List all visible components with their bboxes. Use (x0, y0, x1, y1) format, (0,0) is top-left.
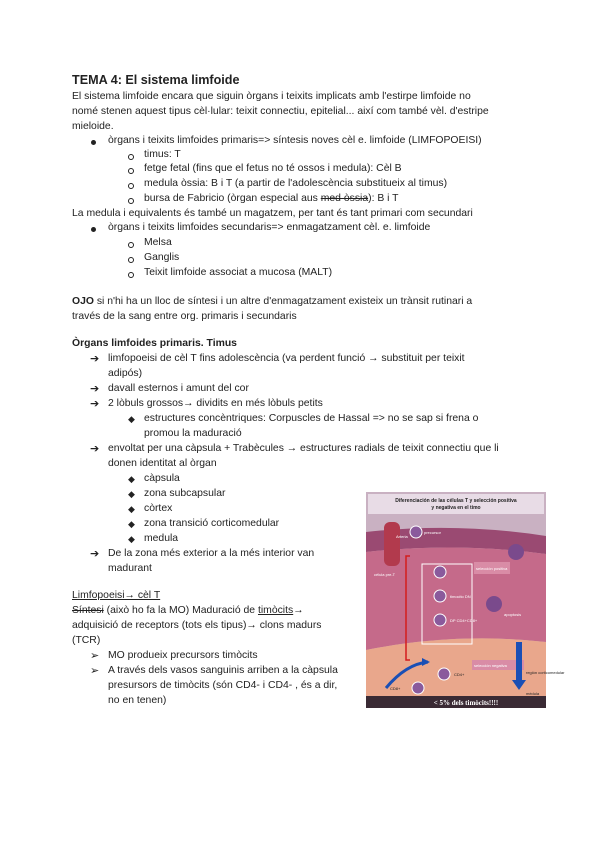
cd8-cell (412, 682, 424, 694)
arrow-bullet-icon: ➔ (90, 548, 100, 560)
bullet-circle (128, 183, 134, 189)
limfo-b2-l1: A través dels vasos sanguinis arriben a la càpsula (108, 665, 338, 676)
label-medula: médula (526, 691, 540, 696)
intro-line-1: El sistema limfoide encara que siguin òrgans i teixits implicats amb l'estirpe limfoide no (72, 91, 471, 102)
blue-down-arrow (516, 642, 522, 682)
ojo-text: si n'hi ha un lloc de síntesi i un altre d'enmagatzament existeix un trànsit rutinari a (93, 296, 473, 307)
limfo-strike: Síntesi (72, 605, 104, 616)
primaris-item-medula: medula òssia: B i T (a partir de l'adolescència substitueix al timus) (144, 178, 448, 189)
timus-part-medula: medula (144, 533, 179, 544)
bursa-end: ): B i T (368, 193, 399, 204)
label-precursor: precursor (424, 530, 441, 535)
pre-t-cell (434, 566, 446, 578)
timus-d1-l1: estructures concèntriques: Corpuscles de Hassal => no se sap si frena o (144, 413, 479, 424)
limfo-b1: MO produeix precursors timòcits (108, 650, 258, 661)
bullet-dot (91, 140, 96, 145)
label-dp: DP CD4+CD8+ (450, 618, 478, 623)
arrowhead-bullet-icon: ➢ (90, 665, 100, 677)
arrowhead-bullet-icon: ➢ (90, 650, 100, 662)
timus-a2: davall esternos i amunt del cor (108, 383, 249, 394)
figure-title-band (368, 494, 544, 514)
medula-line: La medula i equivalents és també un magatzem, per tant és tant primari com secundari (72, 208, 473, 219)
timus-heading: Òrgans limfoides primaris. Timus (72, 338, 237, 349)
diamond-bullet-icon: ◆ (128, 519, 135, 529)
figure-caption: < 5% dels timòcits!!!! (433, 699, 499, 707)
bursa-strike: med òssia (320, 193, 369, 204)
bullet-circle (128, 257, 134, 263)
artery-vessel (384, 522, 400, 566)
ojo-line-1 (72, 295, 472, 310)
timus-d1-l2: promou la maduració (144, 428, 242, 439)
bullet-circle (128, 168, 134, 174)
timus-a4-l2: donen identitat al òrgan (108, 458, 217, 469)
bursa-text: bursa de Fabricio (òrgan especial aus (144, 193, 321, 204)
primaris-item-timus: timus: T (144, 149, 181, 160)
thymus-diagram-svg (366, 492, 565, 708)
label-arteria: Arteria (396, 534, 408, 539)
diamond-bullet-icon: ◆ (128, 534, 135, 544)
limfo-line-1 (72, 604, 304, 619)
secundaris-item-melsa: Melsa (144, 237, 172, 248)
primaris-item-bursa (144, 192, 399, 207)
arrow-bullet-icon: ➔ (90, 398, 100, 410)
primaris-bullet: òrgans i teixits limfoides primaris=> síntesis noves cèl e. limfoide (LIMFOPOEISI) (108, 135, 482, 146)
arrow-bullet-icon: ➔ (90, 353, 100, 365)
intro-line-2: nomé stenen aquest tipus cèl·lular: teixit connectiu, epitelial... així com també vèl. d'estripe (72, 106, 489, 117)
ojo-label: OJO (72, 296, 94, 307)
bullet-circle (128, 154, 134, 160)
secundaris-bullet: òrgans i teixits limfoides secundaris=> enmagatzament cèl. e. limfoide (108, 222, 431, 233)
arrow-bullet-icon: ➔ (90, 443, 100, 455)
intro-line-3: mieloide. (72, 121, 114, 132)
limfo-heading: Limfopoeisi→ cèl T (72, 590, 161, 601)
timus-part-cortex: còrtex (144, 503, 173, 514)
dendritic-cell (508, 544, 524, 560)
timus-a5-l1: De la zona més exterior a la més interior van (108, 548, 315, 559)
label-cd8: CD8+ (390, 686, 401, 691)
timus-a3: 2 lòbuls grossos→ dividits en més lòbuls petits (108, 398, 323, 409)
label-pre-t: célula pre-T (374, 572, 396, 577)
timus-a1-l2: adipós) (108, 368, 143, 379)
ojo-line-2: través de la sang entre org. primaris i secundaris (72, 311, 297, 322)
timus-part-capsula: càpsula (144, 473, 180, 484)
limfo-b2-l2: presursors de timòcits (són CD4- i CD4- , és a dir, (108, 680, 338, 691)
label-dn: timocito DN (450, 594, 471, 599)
cd4-cell (438, 668, 450, 680)
arrow-bullet-icon: ➔ (90, 383, 100, 395)
dn-cell (434, 590, 446, 602)
precursor-cell (410, 526, 422, 538)
macrophage-cell (486, 596, 502, 612)
bullet-circle (128, 242, 134, 248)
timus-a5-l2: madurant (108, 563, 152, 574)
dp-cell (434, 614, 446, 626)
timus-a1-l1: limfopoeisi de cèl T fins adolescència (va perdent funció → substituit per teixit (108, 353, 465, 364)
primaris-item-fetge: fetge fetal (fins que el fetus no té ossos i medula): Cèl B (144, 163, 402, 174)
limfo-line-3: (TCR) (72, 635, 101, 646)
secundaris-item-ganglis: Ganglis (144, 252, 180, 263)
diamond-bullet-icon: ◆ (128, 474, 135, 484)
page-title: TEMA 4: El sistema limfoide (72, 73, 240, 87)
limfo-mid: (això ho fa la MO) Maduració de (103, 605, 258, 616)
timus-part-subcapsular: zona subcapsular (144, 488, 226, 499)
limfo-end: → (293, 605, 304, 616)
label-cd4: CD4+ (454, 672, 465, 677)
diamond-bullet-icon: ◆ (128, 489, 135, 499)
limfo-b2-l3: no en tenen) (108, 695, 167, 706)
limfo-timocits: timòcits (257, 605, 294, 616)
diamond-bullet-icon: ◆ (128, 414, 135, 424)
figure-title-2: y negativa en el timo (431, 505, 481, 511)
timus-part-transicio: zona transició corticomedular (144, 518, 280, 529)
thymus-diagram (366, 492, 565, 708)
label-region: región corticomedular (526, 670, 565, 675)
bullet-dot (91, 227, 96, 232)
secundaris-item-malt: Teixit limfoide associat a mucosa (MALT) (144, 267, 333, 278)
figure-title-1: Diferenciación de las células T y selección positiva (395, 498, 517, 504)
timus-a4-l1: envoltat per una càpsula + Trabècules → estructures radials de teixit connectiu que li (108, 443, 499, 454)
diamond-bullet-icon: ◆ (128, 504, 135, 514)
label-apoptosis: apoptosis (504, 612, 522, 617)
label-negative: selección negativa (474, 663, 507, 668)
bullet-circle (128, 198, 134, 204)
bullet-circle (128, 272, 134, 278)
label-positive: selección positiva (476, 566, 508, 571)
limfo-line-2: adquisició de receptors (tots els tipus)→ clons madurs (72, 620, 322, 631)
